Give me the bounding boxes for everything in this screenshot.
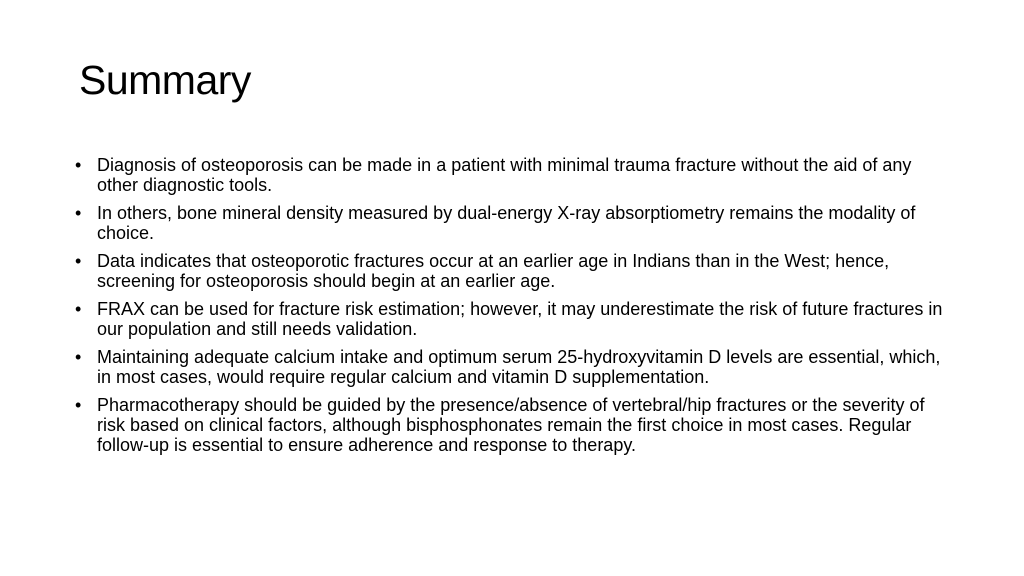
bullet-text: In others, bone mineral density measured by dual-energy X-ray absorptiometry remains the modality of choice. [97,203,916,243]
bullet-text: FRAX can be used for fracture risk estimation; however, it may underestimate the risk of future fractures in our population and still needs validation. [97,299,943,339]
bullet-text: Pharmacotherapy should be guided by the presence/absence of vertebral/hip fractures or the severity of risk based on clinical factors, although bisphosphonates remain the first choice in most cases. Regular follow-up is essential to ensure adherence and response to therapy. [97,395,925,455]
bullet-marker: • [75,155,82,175]
bullet-marker: • [75,347,82,367]
bullet-text: Maintaining adequate calcium intake and optimum serum 25-hydroxyvitamin D levels are essential, which, in most cases, would require regular calcium and vitamin D supplementation. [97,347,941,387]
bullet-item [75,299,955,339]
slide-title: Summary [79,57,251,103]
bullet-item [75,251,955,291]
bullet-marker: • [75,203,82,223]
bullet-marker: • [75,395,82,415]
bullet-marker: • [75,299,82,319]
bullet-item [75,347,955,387]
bullet-text: Data indicates that osteoporotic fractures occur at an earlier age in Indians than in the West; hence, screening for osteoporosis should begin at an earlier age. [97,251,890,291]
bullet-list [75,155,955,463]
bullet-marker: • [75,251,82,271]
bullet-text: Diagnosis of osteoporosis can be made in a patient with minimal trauma fracture without the aid of any other diagnostic tools. [97,155,912,195]
bullet-item [75,395,955,455]
bullet-item [75,203,955,243]
bullet-item [75,155,955,195]
